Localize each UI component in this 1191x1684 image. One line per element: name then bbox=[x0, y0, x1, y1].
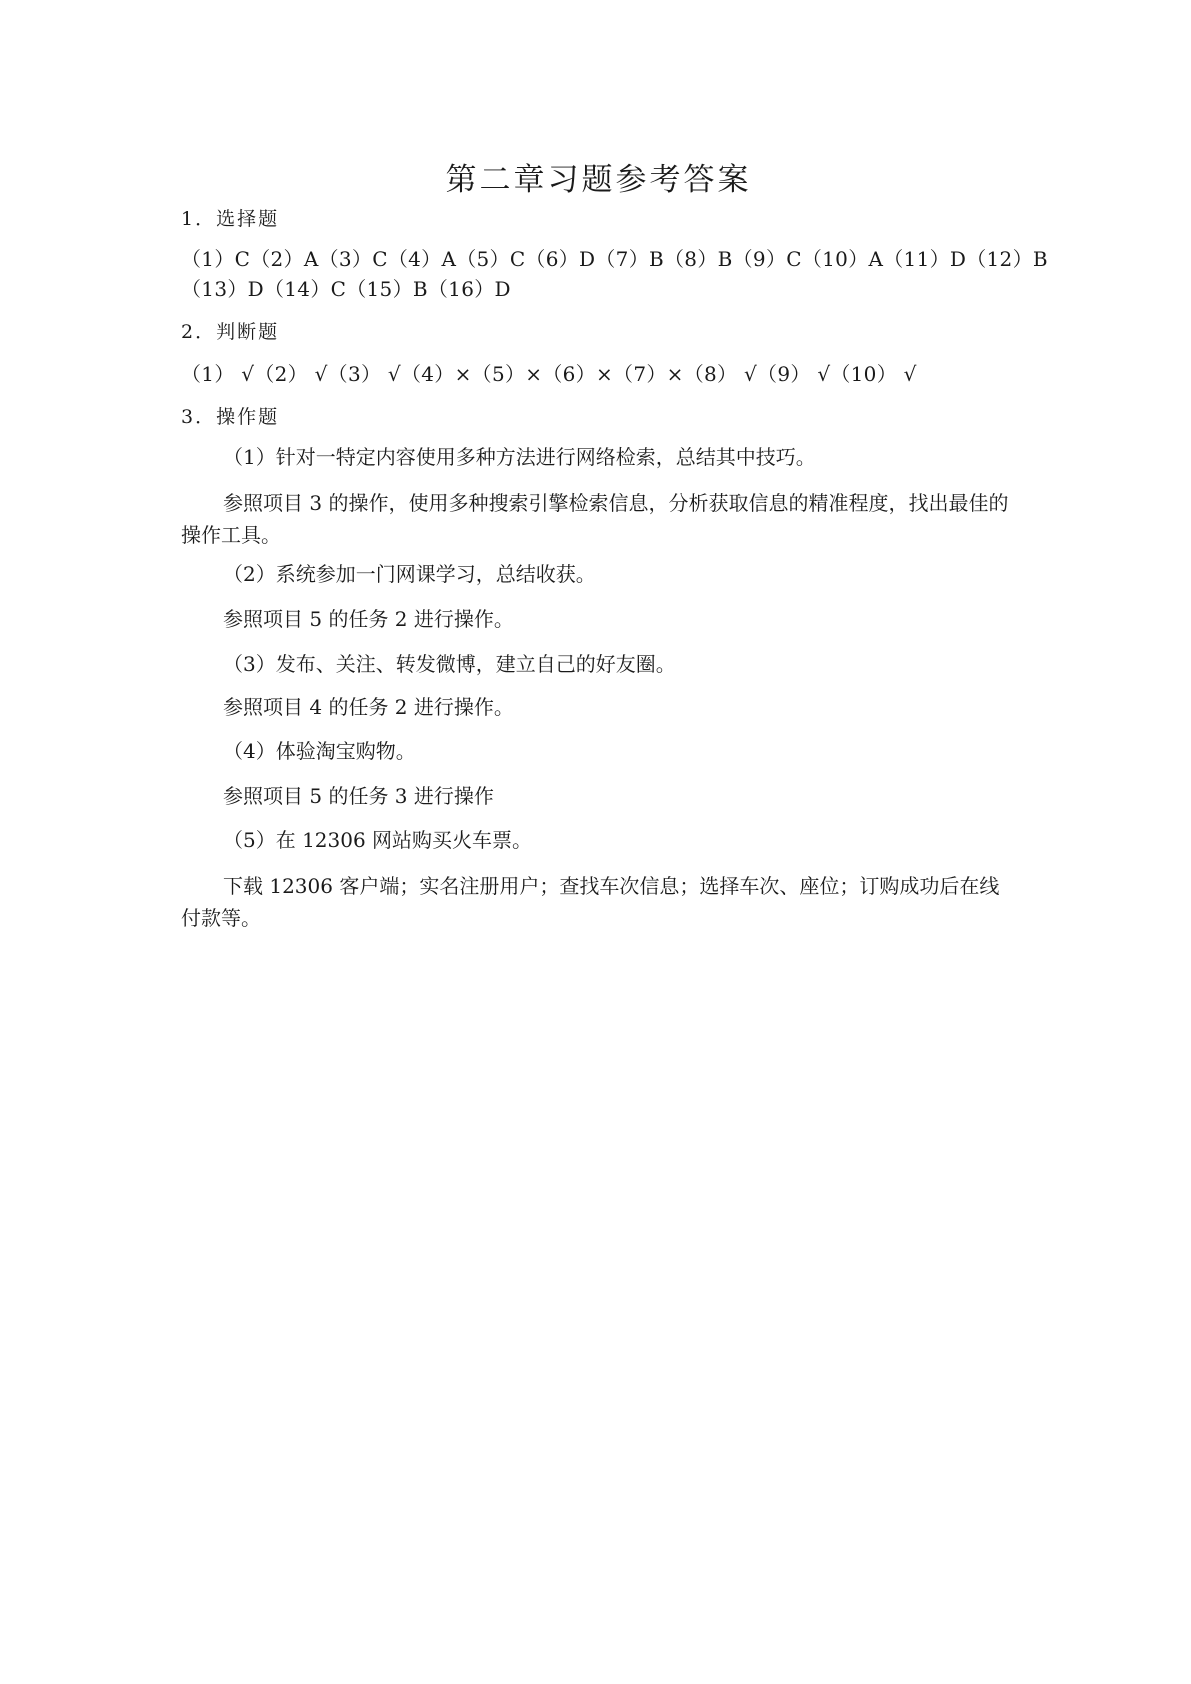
section-heading-operation: 3．操作题 bbox=[181, 406, 280, 428]
operation-answer-2: 参照项目 5 的任务 2 进行操作。 bbox=[223, 607, 514, 631]
operation-question-4: （4）体验淘宝购物。 bbox=[223, 739, 416, 763]
section-heading-judgement: 2．判断题 bbox=[181, 321, 280, 343]
operation-answer-4: 参照项目 5 的任务 3 进行操作 bbox=[223, 784, 494, 808]
choice-answers-line-1: （1）C（2）A（3）C（4）A（5）C（6）D（7）B（8）B（9）C（10）A（11）D（12）B bbox=[181, 247, 1048, 271]
operation-question-3: （3）发布、关注、转发微博，建立自己的好友圈。 bbox=[223, 652, 676, 676]
operation-answer-1: 参照项目 3 的操作，使用多种搜索引擎检索信息，分析获取信息的精准程度，找出最佳的操作工具。 bbox=[181, 491, 1009, 547]
section-heading-choice: 1．选择题 bbox=[181, 208, 280, 230]
choice-answers-line-2: （13）D（14）C（15）B（16）D bbox=[181, 277, 511, 301]
judgement-answers-line: （1） √（2） √（3） √（4）×（5）×（6）×（7）×（8） √（9） √（10） √ bbox=[181, 362, 917, 386]
operation-question-1: （1）针对一特定内容使用多种方法进行网络检索，总结其中技巧。 bbox=[223, 445, 816, 469]
operation-question-5: （5）在 12306 网站购买火车票。 bbox=[223, 828, 533, 852]
operation-answer-5: 下载 12306 客户端；实名注册用户；查找车次信息；选择车次、座位；订购成功后在线付款等。 bbox=[181, 874, 1000, 930]
operation-question-2: （2）系统参加一门网课学习，总结收获。 bbox=[223, 562, 596, 586]
operation-answer-3: 参照项目 4 的任务 2 进行操作。 bbox=[223, 695, 514, 719]
page-title: 第二章习题参考答案 bbox=[445, 162, 752, 198]
